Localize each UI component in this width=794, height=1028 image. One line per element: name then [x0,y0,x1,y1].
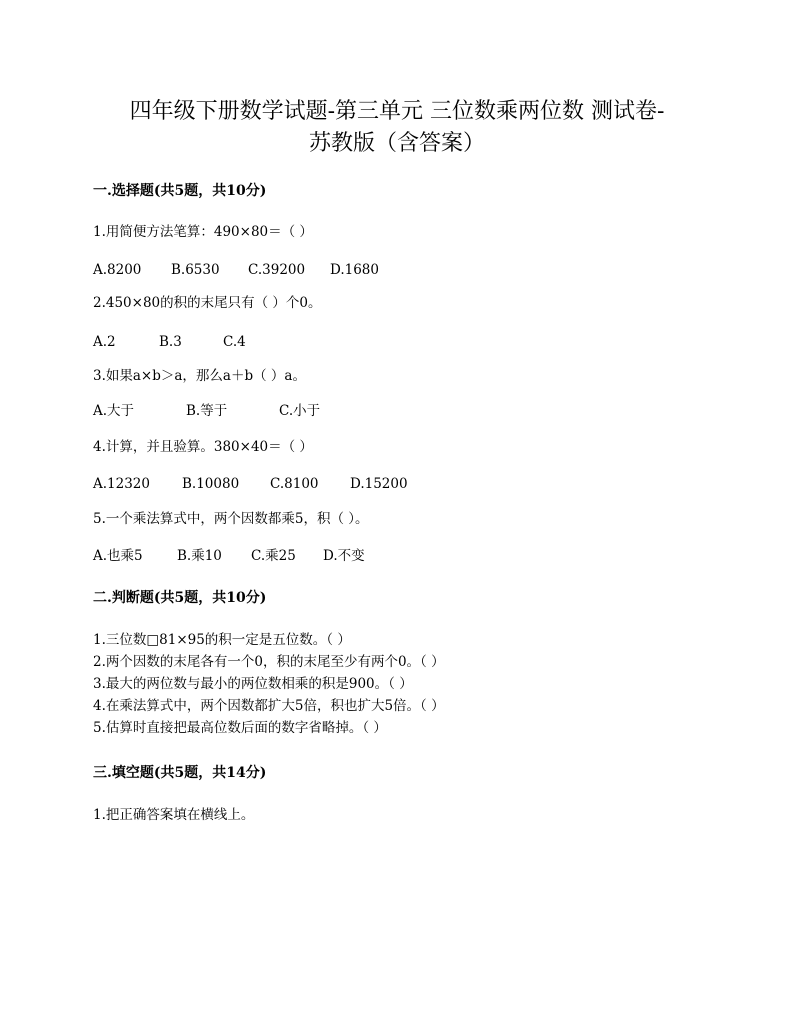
option-a: A.8200 [93,262,142,278]
fill-item-1: 1.把正确答案填在横线上。 [93,807,255,823]
option-c: C.小于 [279,403,321,419]
judgment-item-4: 4.在乘法算式中，两个因数都扩大5倍，积也扩大5倍。（ ） [93,698,445,714]
judgment-item-5: 5.估算时直接把最高位数后面的数字省略掉。（ ） [93,720,387,736]
option-d: D.不变 [323,548,365,564]
option-d: D.1680 [330,262,379,278]
option-c: C.4 [223,334,246,350]
option-b: B.10080 [182,476,240,492]
option-c: C.8100 [270,476,319,492]
option-b: B.乘10 [177,548,222,564]
option-a: A.也乘5 [93,548,143,564]
option-d: D.15200 [350,476,408,492]
option-c: C.乘25 [251,548,296,564]
section-2-heading: 二.判断题(共5题，共10分) [93,590,267,606]
question-1-2: 2.450×80的积的末尾只有（ ）个0。 [93,295,322,311]
option-a: A.12320 [93,476,150,492]
option-b: B.3 [159,334,182,350]
option-a: A.大于 [93,403,135,419]
judgment-item-1: 1.三位数□81×95的积一定是五位数。（ ） [93,632,351,648]
judgment-item-3: 3.最大的两位数与最小的两位数相乘的积是900。（ ） [93,676,413,692]
document-title-line-1: 四年级下册数学试题-第三单元 三位数乘两位数 测试卷- [129,99,665,124]
section-3-heading: 三.填空题(共5题，共14分) [93,765,267,781]
question-1-1: 1.用简便方法笔算：490×80＝（ ） [93,224,313,240]
question-1-5: 5.一个乘法算式中，两个因数都乘5，积（ ）。 [93,511,369,527]
option-a: A.2 [93,334,116,350]
judgment-item-2: 2.两个因数的末尾各有一个0，积的末尾至少有两个0。（ ） [93,654,445,670]
question-1-3: 3.如果a×b＞a，那么a＋b（ ）a。 [93,368,306,384]
section-1-heading: 一.选择题(共5题，共10分) [93,183,267,199]
document-title-line-2: 苏教版（含答案） [308,131,485,156]
option-b: B.等于 [186,403,228,419]
option-c: C.39200 [248,262,306,278]
option-b: B.6530 [171,262,220,278]
question-1-4: 4.计算，并且验算。380×40＝（ ） [93,439,313,455]
